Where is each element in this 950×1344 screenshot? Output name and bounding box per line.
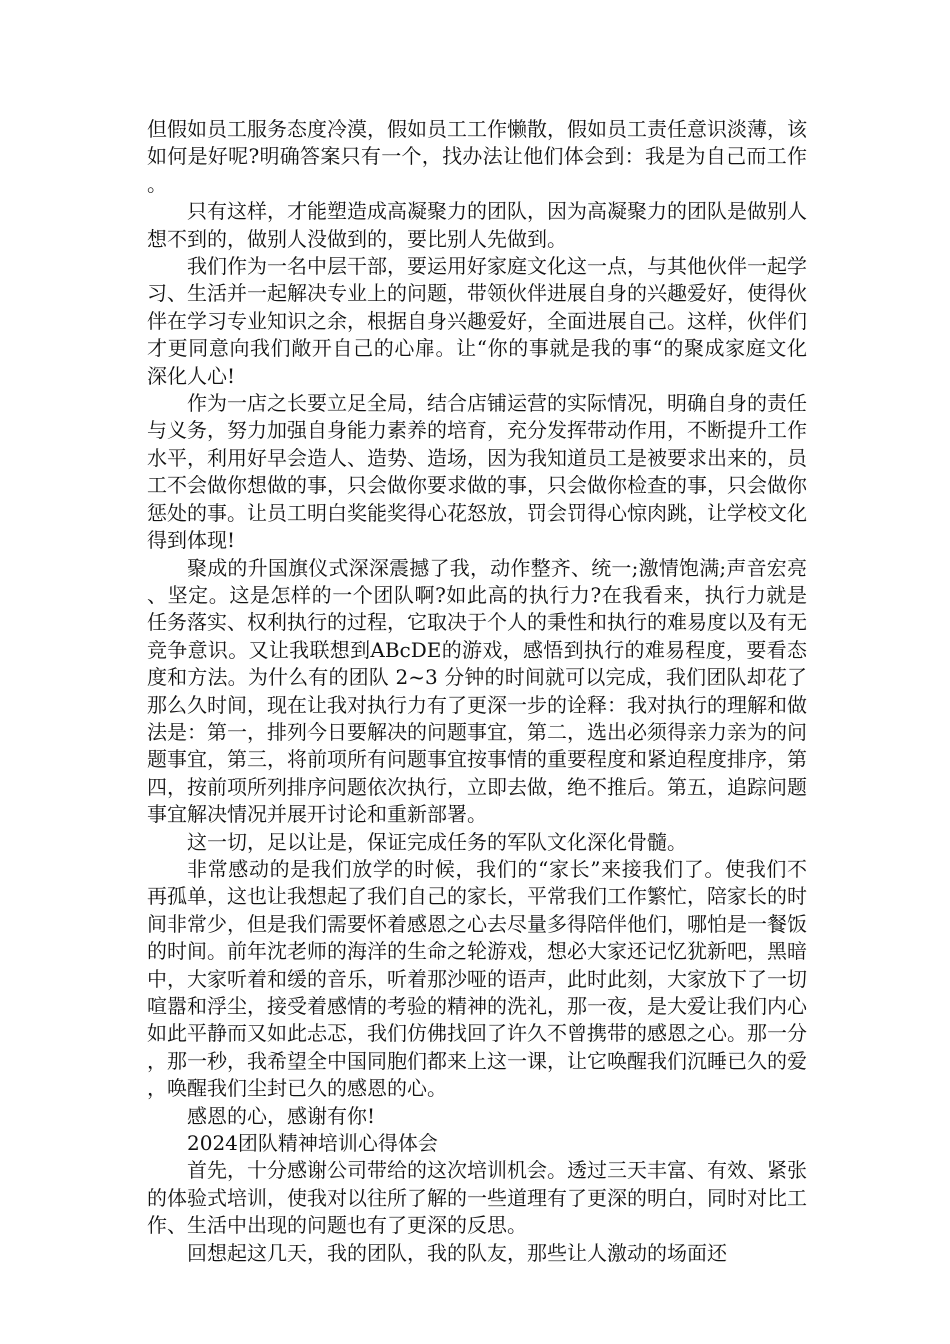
- paragraph: 我们作为一名中层干部，要运用好家庭文化这一点，与其他伙伴一起学习、生活并一起解决专业上的问题，带领伙伴进展自身的兴趣爱好，使得伙伴在学习专业知识之余，根据自身兴趣爱好，全面进展自己。这样，伙伴们才更同意向我们敞开自己的心扉。让“你的事就是我的事“的聚成家庭文化深化人心!: [147, 254, 807, 388]
- paragraph: 聚成的升国旗仪式深深震撼了我，动作整齐、统一;激情饱满;声音宏亮、坚定。这是怎样的一个团队啊?如此高的执行力?在我看来，执行力就是任务落实、权利执行的过程，它取决于个人的秉性和执行的难易度以及有无竞争意识。又让我联想到ABcDE的游戏，感悟到执行的难易程度，要看态度和方法。为什么有的团队 2~3 分钟的时间就可以完成，我们团队却花了那么久时间，现在让我对执行力有了更深一步的诠释：我对执行的理解和做法是：第一，排列今日要解决的问题事宜，第二，选出必须得亲力亲为的问题事宜，第三，将前项所有问题事宜按事情的重要程度和紧迫程度排序，第四，按前项所列排序问题依次执行，立即去做，绝不推后。第五，追踪问题事宜解决情况并展开讨论和重新部署。: [147, 555, 807, 827]
- paragraph: 只有这样，才能塑造成高凝聚力的团队，因为高凝聚力的团队是做别人想不到的，做别人没做到的，要比别人先做到。: [147, 199, 807, 251]
- document-body: [147, 116, 807, 1267]
- paragraph: 作为一店之长要立足全局，结合店铺运营的实际情况，明确自身的责任与义务，努力加强自身能力素养的培育，充分发挥带动作用，不断提升工作水平，利用好早会造人、造势、造场，因为我知道员工是被要求出来的，员工不会做你想做的事，只会做你要求做的事，只会做你检查的事，只会做你惩处的事。让员工明白奖能奖得心花怒放，罚会罚得心惊肉跳，让学校文化得到体现!: [147, 391, 807, 553]
- paragraph: 首先，十分感谢公司带给的这次培训机会。透过三天丰富、有效、紧张的体验式培训，使我对以往所了解的一些道理有了更深的明白，同时对比工作、生活中出现的问题也有了更深的反思。: [147, 1158, 807, 1238]
- paragraph: 感恩的心，感谢有你!: [187, 1103, 376, 1128]
- paragraph: 这一切，足以让是，保证完成任务的军队文化深化骨髓。: [187, 829, 687, 854]
- paragraph: 非常感动的是我们放学的时候，我们的“家长”来接我们了。使我们不再孤单，这也让我想起了我们自己的家长，平常我们工作繁忙，陪家长的时间非常少，但是我们需要怀着感恩之心去尽量多得陪伴他们，哪怕是一餐饭的时间。前年沈老师的海洋的生命之轮游戏，想必大家还记忆犹新吧，黑暗中，大家听着和缓的音乐，听着那沙哑的语声，此时此刻，大家放下了一切喧嚣和浮尘，接受着感情的考验的精神的洗礼，那一夜，是大爱让我们内心如此平静而又如此忐忑，我们仿佛找回了许久不曾携带的感恩之心。那一分，那一秒，我希望全中国同胞们都来上这一课，让它唤醒我们沉睡已久的爱，唤醒我们尘封已久的感恩的心。: [147, 856, 807, 1101]
- paragraph: 但假如员工服务态度冷漠，假如员工工作懒散，假如员工责任意识淡薄，该如何是好呢?明确答案只有一个，找办法让他们体会到：我是为自己而工作。: [147, 117, 807, 196]
- paragraph: 回想起这几天，我的团队，我的队友，那些让人激动的场面还: [187, 1240, 727, 1265]
- section-heading: 2024团队精神培训心得体会: [187, 1131, 438, 1156]
